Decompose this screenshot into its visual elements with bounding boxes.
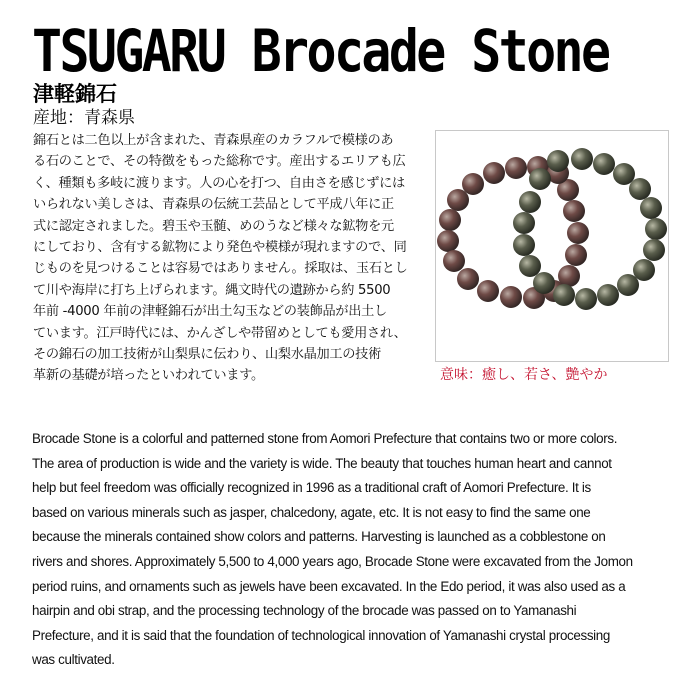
jp-line: にしており、含有する鉱物により発色や模様が現れますので、同 [33, 240, 407, 256]
en-line: hairpin and obi strap, and the processing technology of the brocade was passed on to Yamanashi [32, 603, 577, 619]
japanese-description [33, 130, 415, 387]
en-line: Brocade Stone is a colorful and patterned stone from Aomori Prefecture that contains two or more colors. [32, 431, 618, 446]
jp-line: く、種類も多岐に渡ります。人の心を打つ、自由さを感じずには [33, 175, 405, 191]
japanese-stone-name: 津軽錦石 [33, 82, 117, 106]
en-line: The area of production is wide and the variety is wide. The beauty that touches human heart and cannot [32, 455, 612, 471]
jp-line: その錦石の加工技術が山梨県に伝わり、山梨水晶加工の技術 [33, 347, 381, 363]
meaning-caption: 意味：癒し、若さ、艶やか [440, 367, 608, 383]
jp-line: 錦石とは二色以上が含まれた、青森県産のカラフルで模様のあ [33, 133, 394, 148]
jp-line: 革新の基礎が培ったといわれています。 [33, 368, 264, 384]
english-description [32, 427, 682, 673]
en-line: because the minerals contained show colors and patterns. Harvesting is launched as a cobblestone on [32, 529, 606, 545]
en-line: help but feel freedom was officially recognized in 1996 as a traditional craft of Aomori Prefecture. It is [32, 480, 591, 496]
en-line: was cultivated. [32, 652, 115, 668]
en-line: period ruins, and ornaments such as jewels have been excavated. In the Edo period, it was also used as a [32, 578, 626, 594]
jp-line: て川や海岸に打ち上げられます。縄文時代の遺跡から約 5500 [33, 282, 391, 298]
page-title: TSUGARU Brocade Stone [32, 17, 609, 85]
jp-line: じものを見つけることは容易ではありません。採取は、玉石とし [33, 261, 408, 277]
bracelet-image [436, 131, 668, 361]
en-line: based on various minerals such as jasper, chalcedony, agate, etc. It is not easy to find the same one [32, 504, 591, 520]
jp-line: 式に認定されました。碧玉や玉髄、めのうなど様々な鉱物を元 [33, 218, 394, 234]
en-line: Prefecture, and it is said that the foundation of technological innovation of Yamanashi crystal processing [32, 627, 610, 643]
en-line: rivers and shores. Approximately 5,500 to 4,000 years ago, Brocade Stone were excavated from the Jomon [32, 553, 633, 569]
jp-line: 年前 -4000 年前の津軽錦石が出土勾玉などの装飾品が出土し [33, 304, 387, 320]
origin-label: 産地：青森県 [33, 108, 135, 128]
jp-line: ています。江戸時代には、かんざしや帯留めとしても愛用され、 [33, 325, 407, 341]
product-photo [435, 130, 669, 362]
jp-line: る石のことで、その特徴をもった総称です。産出するエリアも広 [33, 154, 406, 170]
jp-line: いられない美しさは、青森県の伝統工芸品として平成八年に正 [33, 197, 394, 213]
